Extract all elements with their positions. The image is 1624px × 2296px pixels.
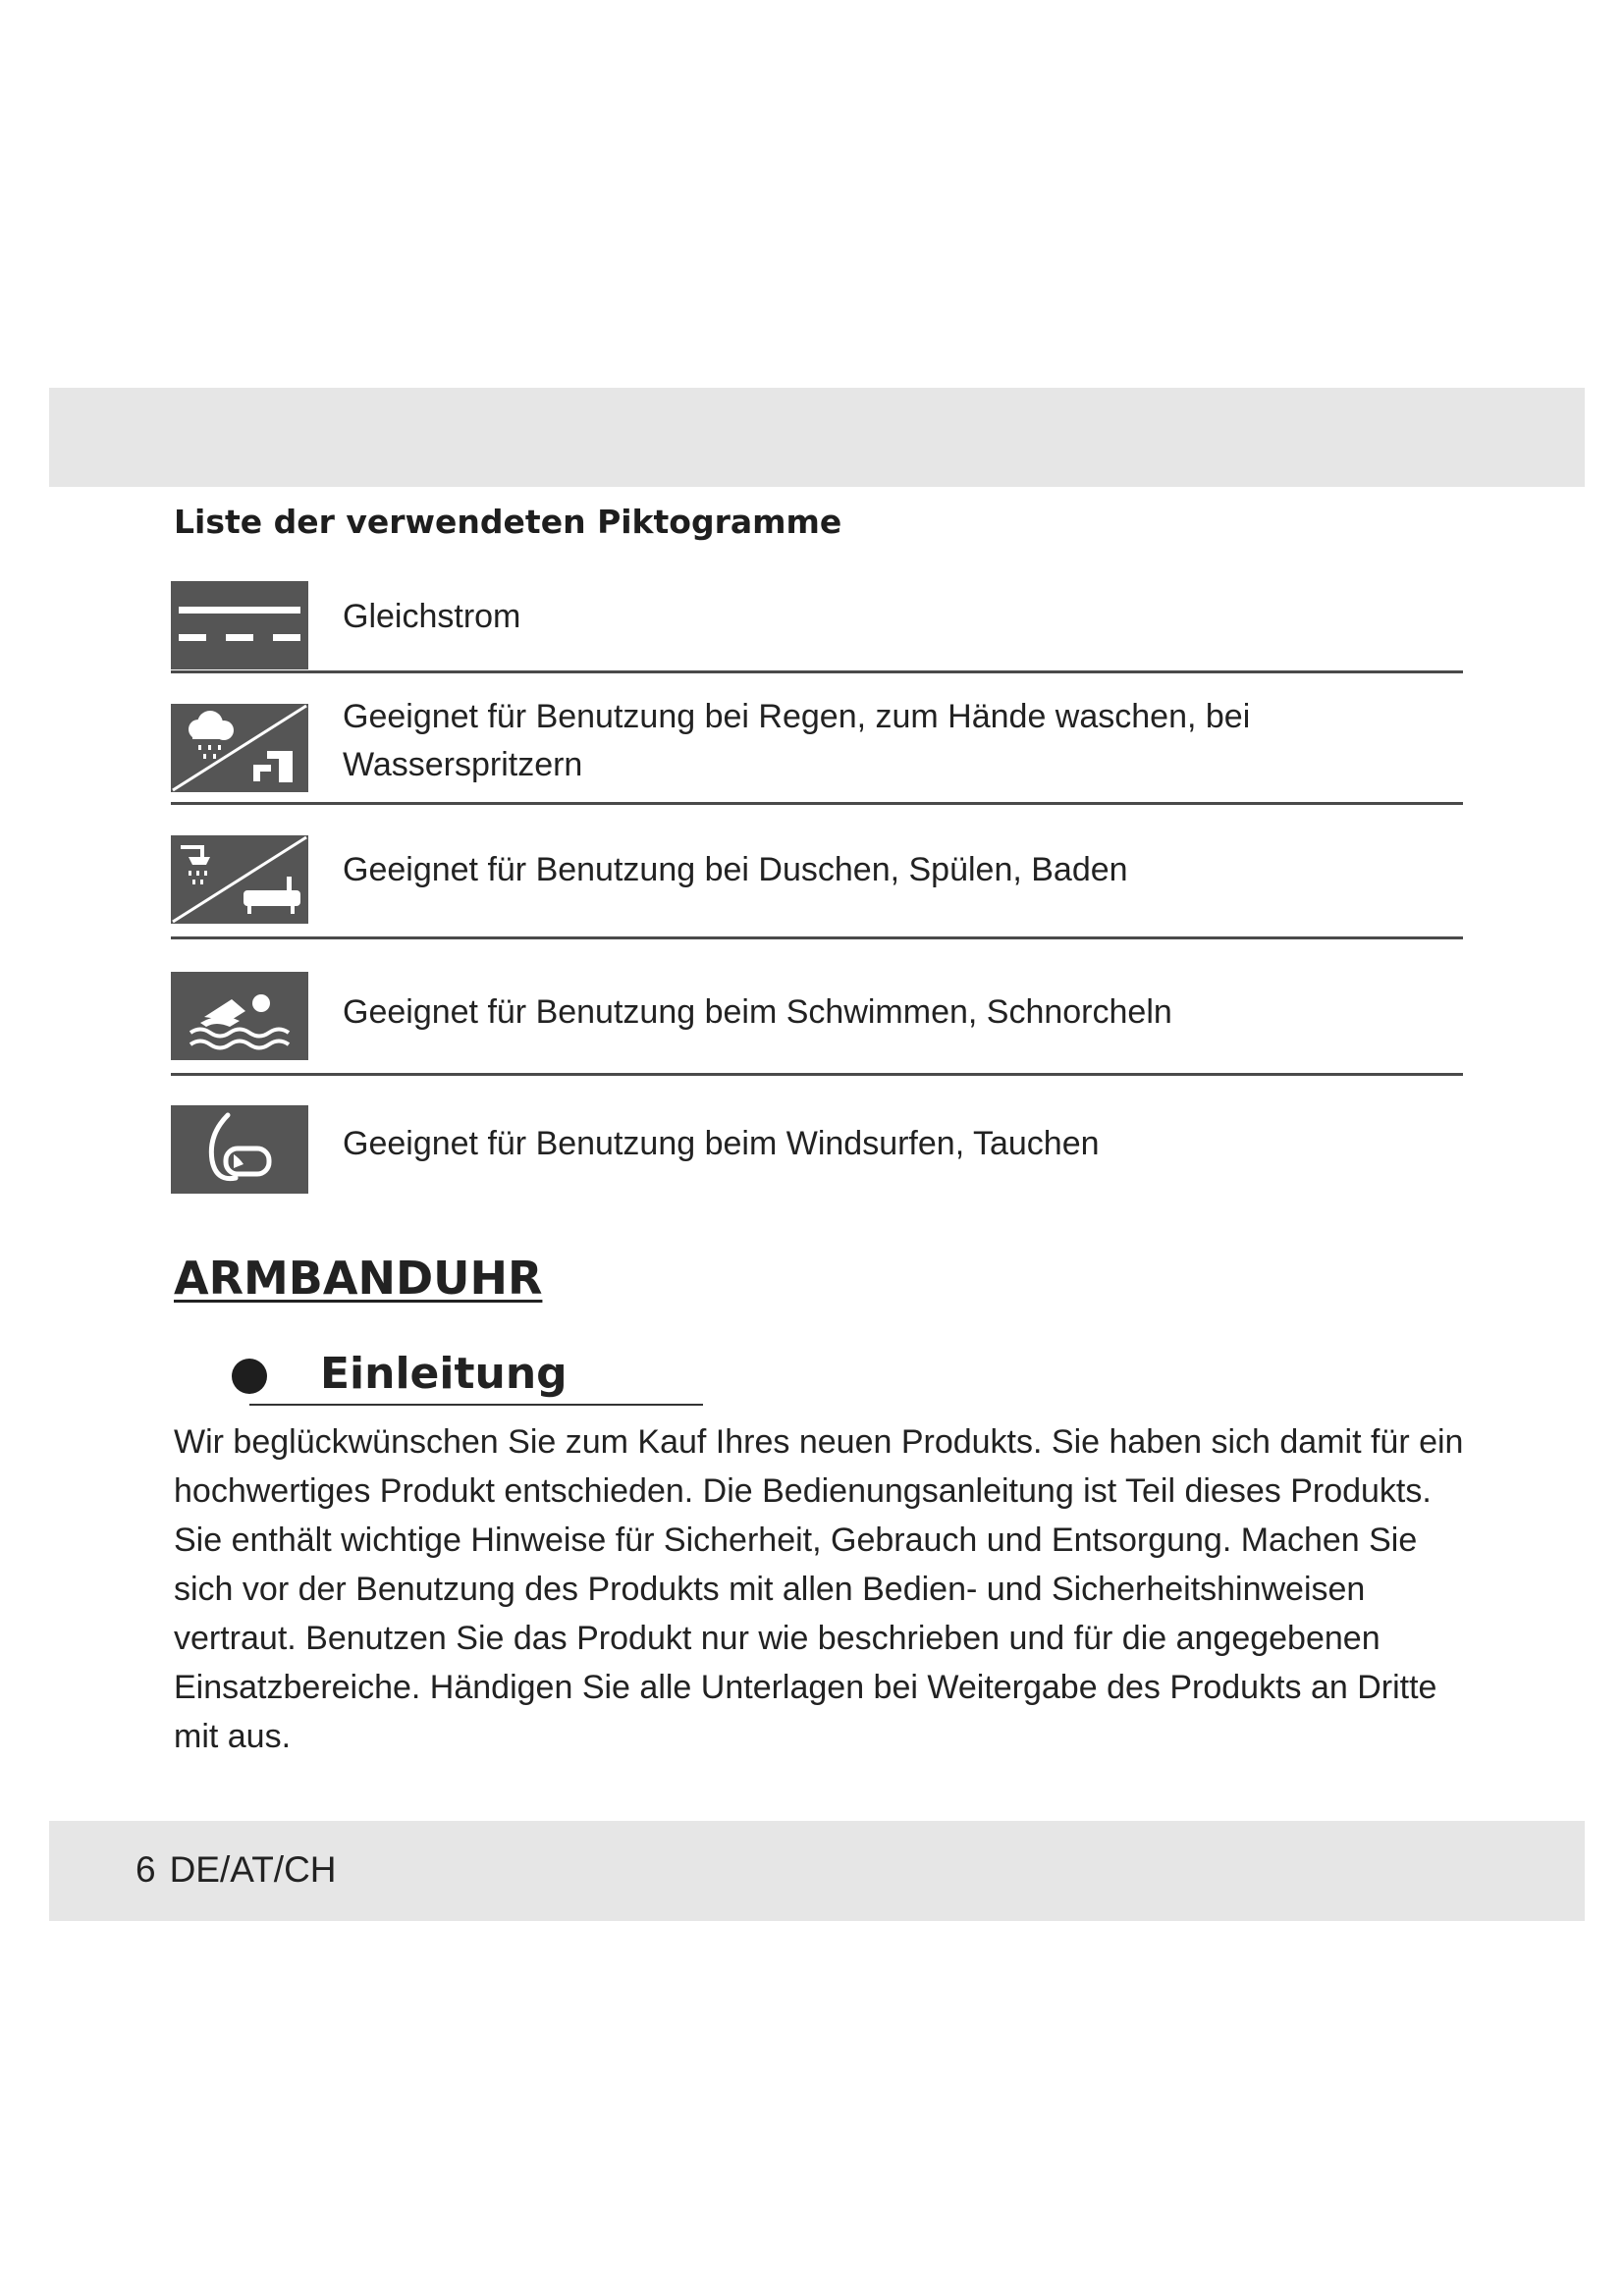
header-band (49, 388, 1585, 487)
pictogram-row-rain (171, 673, 1463, 805)
subheading-title: Einleitung (320, 1349, 568, 1399)
subheading-block (232, 1347, 624, 1406)
region-label: DE/AT/CH (169, 1849, 337, 1890)
pictogram-label: Geeignet für Benutzung beim Schwimmen, Schnorcheln (343, 993, 1172, 1031)
direct-current-icon (171, 581, 308, 669)
pictogram-row-swimming (171, 939, 1463, 1076)
shower-bath-icon (171, 835, 308, 924)
snorkel-mask-icon (171, 1105, 308, 1194)
pictogram-label: Geeignet für Benutzung bei Regen, zum Hände waschen, bei Wasserspritzern (343, 698, 1251, 783)
intro-paragraph: Wir beglückwünschen Sie zum Kauf Ihres neuen Produkts. Sie haben sich damit für ein hochwertiges Produkt entschieden. Die Bedienungsanleitung ist Teil dieses Produkts. Sie enthält wichtige Hinweise für Sicherheit, Gebrauch und Entsorgung. Machen Sie sich vor der Benutzung des Produkts mit allen Bedien- und Sicherheitshinweisen vertraut. Benutzen Sie das Produkt nur wie beschrieben und für die angegebenen Einsatzbereiche. Händigen Sie alle Unterlagen bei Weitergabe des Produkts an Dritte mit aus. (174, 1423, 1464, 1755)
pictogram-label: Geeignet für Benutzung bei Duschen, Spülen, Baden (343, 851, 1128, 888)
pictogram-row-direct-current (171, 581, 1463, 673)
pictogram-label: Gleichstrom (343, 598, 521, 635)
pictogram-list-title: Liste der verwendeten Piktogramme (174, 503, 842, 541)
page-number: 6 (135, 1849, 156, 1890)
bullet-icon (232, 1359, 267, 1394)
pictogram-list (171, 581, 1463, 1203)
section-title: ARMBANDUHR (174, 1252, 543, 1305)
page-footer (135, 1845, 351, 1895)
subheading-underline (249, 1404, 703, 1406)
pictogram-row-diving (171, 1076, 1463, 1203)
rain-tap-icon (171, 704, 308, 792)
swimmer-icon (171, 972, 308, 1060)
pictogram-label: Geeignet für Benutzung beim Windsurfen, Tauchen (343, 1125, 1100, 1162)
pictogram-row-shower (171, 805, 1463, 939)
